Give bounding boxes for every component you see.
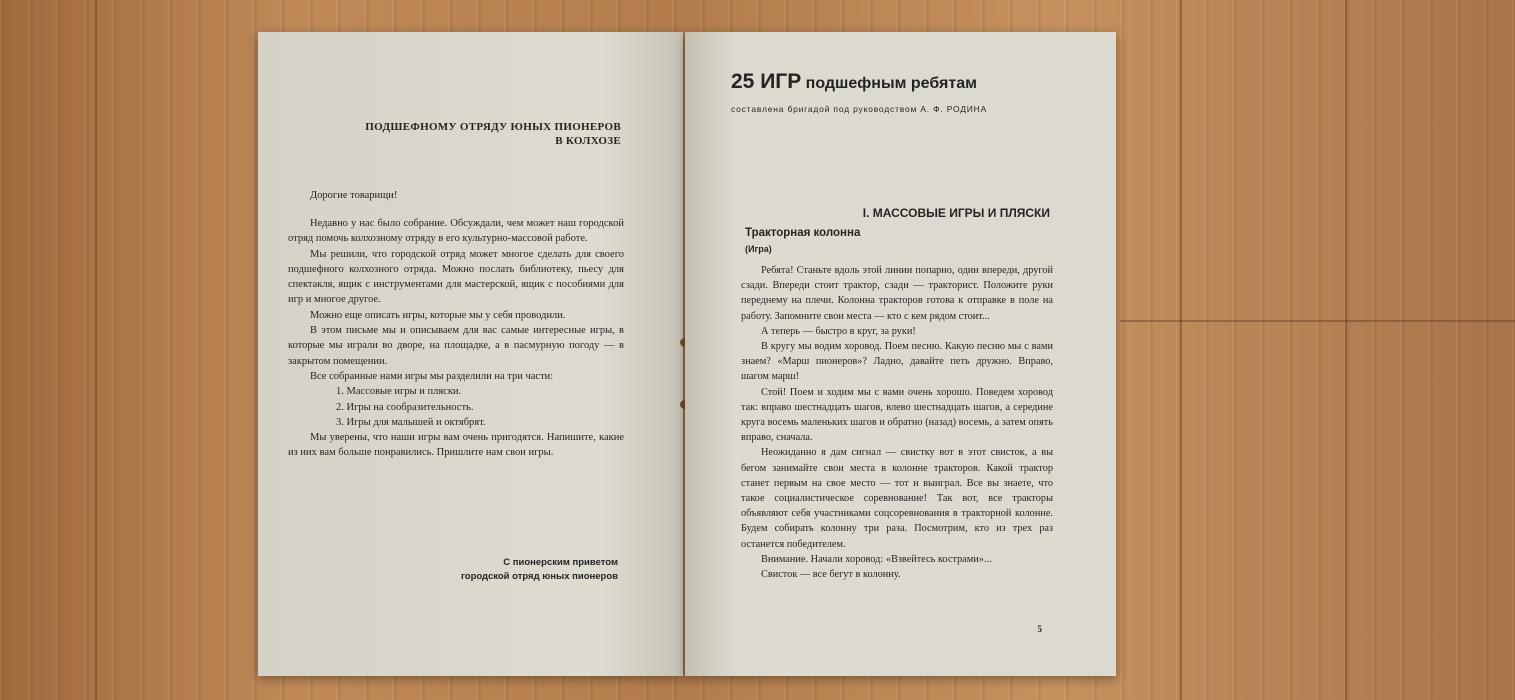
closing-paragraph: Мы уверены, что наши игры вам очень пригодятся. Напишите, какие из них вам больше понравились. Пришлите нам свои игры. <box>288 432 624 459</box>
open-booklet <box>258 32 1116 676</box>
table-plank-seam <box>95 0 97 700</box>
game-kind: (Игра) <box>745 244 772 254</box>
greeting: Дорогие товарищи! <box>310 190 398 201</box>
heading-line: ПОДШЕФНОМУ ОТРЯДУ ЮНЫХ ПИОНЕРОВ <box>365 121 621 133</box>
page-number: 5 <box>1037 624 1042 634</box>
heading-line: В КОЛХОЗЕ <box>555 135 621 147</box>
paragraph: Можно еще описать игры, которые мы у себя проводили. <box>310 309 566 321</box>
paragraph: Ребята! Станьте вдоль этой линии попарно, один впереди, другой сзади. Впереди стоит трактор, сзади — тракторист. Положите руки переднему на плечи. Колонна тракторов готова к отправке в поле на работу. Запомните свои места — кто с кем рядом стоит... <box>741 265 1053 322</box>
right-page <box>685 32 1116 676</box>
game-parts-list <box>288 384 624 430</box>
game-description <box>741 263 1053 582</box>
title-rest: подшефным ребятам <box>805 75 977 92</box>
booklet-subtitle: составлена бригадой под руководством А. Ф. РОДИНА <box>731 104 988 114</box>
paragraph: Мы решили, что городской отряд может многое сделать для своего подшефного колхозного отряда. Можно послать библиотеку, пьесу для спектакля, ящик с инструментами для мастерской, ящик с пособиями для игр и многое другое. <box>288 248 624 306</box>
left-page <box>258 32 683 676</box>
paragraph: Недавно у нас было собрание. Обсуждали, чем может наш городской отряд помочь колхозному отряду в его культурно-массовой работе. <box>288 218 624 245</box>
signature <box>461 556 618 584</box>
signature-line: С пионерским приветом <box>503 557 618 568</box>
list-item: 3. Игры для малышей и октябрят. <box>336 416 486 428</box>
signature-line: городской отряд юных пионеров <box>460 571 618 582</box>
paragraph: Стой! Поем и ходим мы с вами очень хорошо. Поведем хоровод так: вправо шестнадцать шагов, влево шестнадцать шагов, а середине круга восемь маленьких шагов и обратно (назад) восемь, а затем опять вправо, сначала. <box>741 386 1053 444</box>
left-page-heading <box>301 120 621 148</box>
paragraph: В кругу мы водим хоровод. Поем песню. Какую песню мы с вами знаем? «Марш пионеров»? Ладно, давайте петь дружно. Вправо, шагом марш! <box>741 341 1053 383</box>
letter-body <box>288 216 624 461</box>
section-heading: I. МАССОВЫЕ ИГРЫ И ПЛЯСКИ <box>862 206 1050 220</box>
title-main: 25 ИГР <box>731 70 802 93</box>
paragraph: Неожиданно я дам сигнал — свистку вот в этот свисток, а вы бегом занимайте свои места в колонне тракторов. Какой трактор станет первым на свое место — тот и выиграл. Все вы знаете, что такое социалистическое соревнование! Так вот, все тракторы объявляют себя участниками соцсоревнования в тракторной колонне. Будем собирать колонну три раза. Посмотрим, кто из трех раз останется победителем. <box>741 447 1053 550</box>
paragraph: В этом письме мы и описываем для вас самые интересные игры, в которые мы играли во дворе, на площадке, а в пасмурную погоду — в закрытом помещении. <box>288 325 624 367</box>
paragraph: Все собранные нами игры мы разделили на три части: <box>310 370 554 382</box>
table-plank-seam <box>1120 320 1515 322</box>
paragraph: Свисток — все бегут в колонну. <box>761 569 901 581</box>
table-plank-seam <box>1345 0 1347 700</box>
game-title: Тракторная колонна <box>745 227 861 239</box>
list-item: 2. Игры на сообразительность. <box>336 401 474 413</box>
paragraph: Внимание. Начали хоровод: «Взвейтесь кострами»... <box>761 553 992 565</box>
paragraph: А теперь — быстро в круг, за руки! <box>761 325 916 337</box>
table-plank-seam <box>1180 0 1182 700</box>
booklet-title <box>731 70 977 94</box>
list-item: 1. Массовые игры и пляски. <box>336 386 462 398</box>
